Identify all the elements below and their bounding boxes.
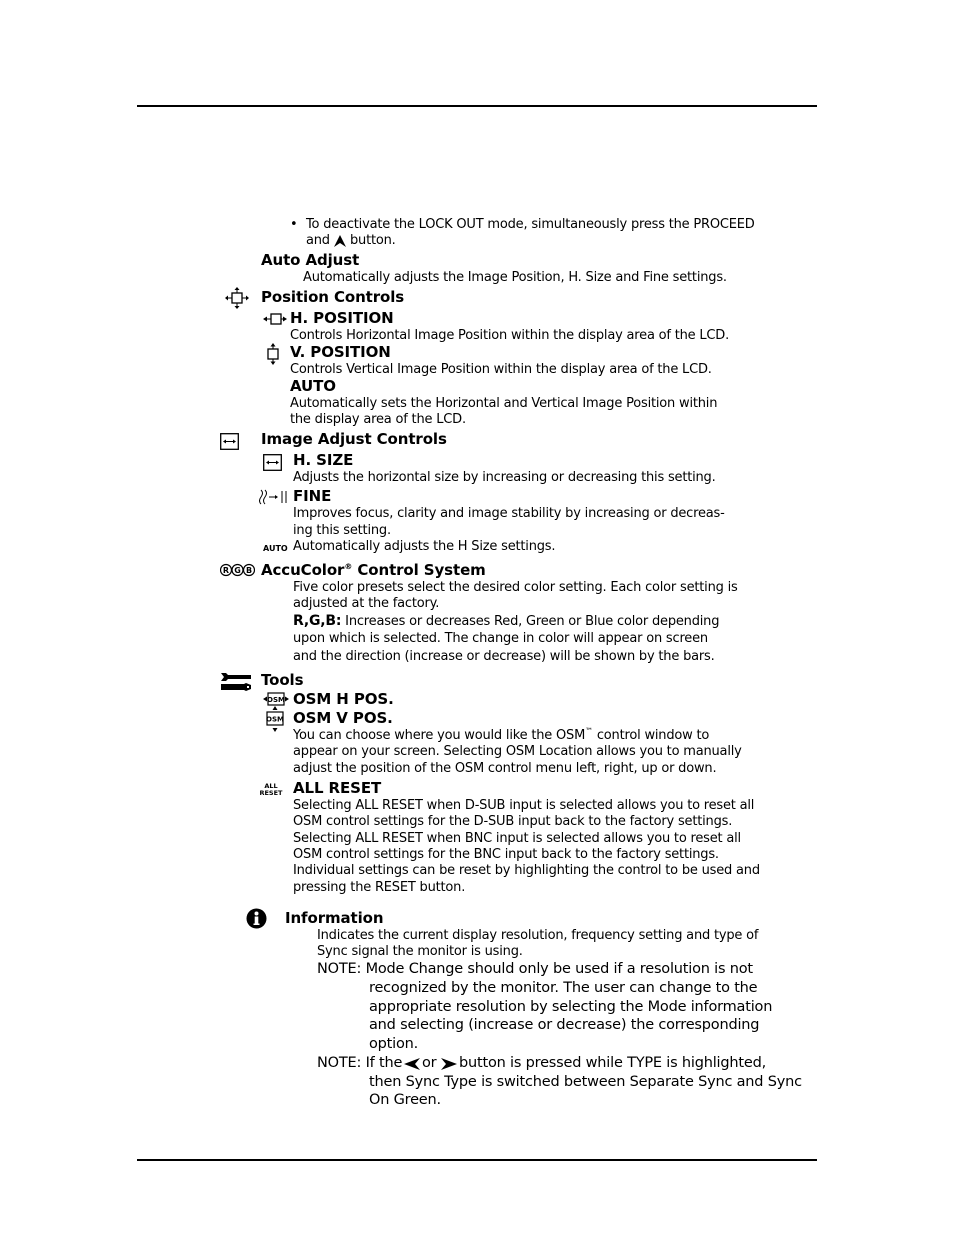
h-size-text: Adjusts the horizontal size by increasing or decreasing this setting. [293, 470, 716, 485]
h-size-icon [263, 454, 282, 471]
tools-icon [220, 671, 252, 693]
auto-text-1: Automatically sets the Horizontal and Vertical Image Position within [290, 396, 718, 411]
note2-part-c: button is pressed while TYPE is highlighted, [459, 1055, 766, 1071]
note2-part-a: NOTE: If the [317, 1055, 403, 1071]
accucolor-heading: AccuColor® Control System [261, 561, 486, 579]
h-position-icon [263, 311, 287, 327]
rgb-text-2: upon which is selected. The change in color will appear on screen [293, 631, 708, 646]
reset-text-2: OSM control settings for the D-SUB input back to the factory settings. [293, 814, 733, 829]
osm-text-3: adjust the position of the OSM control menu left, right, up or down. [293, 761, 717, 776]
h-position-label: H. POSITION [290, 309, 394, 327]
reset-text-5: Individual settings can be reset by highlighting the control to be used and [293, 863, 760, 878]
osm-text-2: appear on your screen. Selecting OSM Location allows you to manually [293, 744, 742, 759]
lockout-line-2b: button. [350, 233, 396, 248]
note1-line-5: option. [369, 1036, 419, 1052]
all-reset-icon: ALL RESET [259, 782, 283, 797]
svg-text:G: G [234, 566, 241, 575]
information-icon [246, 908, 267, 929]
accucolor-text-2: adjusted at the factory. [293, 596, 440, 611]
position-controls-icon [225, 287, 249, 309]
note1-line-4: and selecting (increase or decrease) the corresponding [369, 1017, 760, 1033]
up-arrow-icon [333, 234, 347, 248]
v-position-icon [265, 343, 281, 365]
svg-text:OSM: OSM [266, 715, 284, 724]
auto-label: AUTO [290, 377, 336, 395]
osm-text-1: You can choose where you would like the OSM™ control window to [293, 726, 710, 743]
auto-text-2: the display area of the LCD. [290, 412, 466, 427]
bullet: • [290, 217, 298, 232]
position-controls-heading: Position Controls [261, 288, 405, 306]
osm-h-pos-label: OSM H POS. [293, 690, 394, 708]
left-arrow-icon [404, 1058, 420, 1070]
top-rule [137, 105, 817, 107]
fine-text-1: Improves focus, clarity and image stability by increasing or decreas- [293, 506, 725, 521]
reset-text-4: OSM control settings for the BNC input back to the factory settings. [293, 847, 719, 862]
information-heading: Information [285, 909, 384, 927]
h-position-text: Controls Horizontal Image Position within the display area of the LCD. [290, 328, 730, 343]
svg-text:B: B [245, 566, 253, 575]
right-arrow-icon [441, 1058, 457, 1070]
svg-text:R: R [222, 566, 230, 575]
v-position-label: V. POSITION [290, 343, 391, 361]
accucolor-text-1: Five color presets select the desired color setting. Each color setting is [293, 580, 738, 595]
auto-adjust-text: Automatically adjusts the Image Position, H. Size and Fine settings. [303, 270, 727, 285]
image-adjust-icon [220, 433, 239, 450]
lockout-line-2a: and [306, 233, 330, 248]
note2-line-2: then Sync Type is switched between Separate Sync and Sync [369, 1074, 802, 1090]
note1-line-3: appropriate resolution by selecting the Mode information [369, 999, 773, 1015]
reset-text-3: Selecting ALL RESET when BNC input is selected allows you to reset all [293, 831, 741, 846]
svg-text:OSM: OSM [267, 696, 285, 704]
rgb-icon [220, 563, 255, 577]
tools-heading: Tools [261, 671, 304, 689]
h-size-label: H. SIZE [293, 451, 354, 469]
note1-line-1: NOTE: Mode Change should only be used if a resolution is not [317, 961, 753, 977]
reset-text-1: Selecting ALL RESET when D-SUB input is selected allows you to reset all [293, 798, 755, 813]
auto-small-icon: AUTO [263, 544, 288, 553]
note1-line-2: recognized by the monitor. The user can change to the [369, 980, 758, 996]
fine-icon [259, 489, 289, 505]
osm-h-pos-icon [263, 692, 289, 706]
rgb-text-1: R,G,B: Increases or decreases Red, Green or Blue color depending [293, 613, 720, 629]
osm-v-pos-icon [266, 706, 284, 732]
all-reset-label: ALL RESET [293, 779, 382, 797]
reset-text-6: pressing the RESET button. [293, 880, 466, 895]
image-adjust-heading: Image Adjust Controls [261, 430, 447, 448]
note2-part-b: or [422, 1055, 437, 1071]
information-text-1: Indicates the current display resolution, frequency setting and type of [317, 928, 759, 943]
information-text-2: Sync signal the monitor is using. [317, 944, 523, 959]
lockout-line-1: To deactivate the LOCK OUT mode, simultaneously press the PROCEED [306, 217, 755, 232]
note2-line-3: On Green. [369, 1092, 441, 1108]
fine-label: FINE [293, 487, 332, 505]
fine-text-2: ing this setting. [293, 523, 391, 538]
v-position-text: Controls Vertical Image Position within the display area of the LCD. [290, 362, 712, 377]
rgb-text-3: and the direction (increase or decrease) will be shown by the bars. [293, 649, 715, 664]
auto-size-text: Automatically adjusts the H Size settings. [293, 539, 556, 554]
auto-adjust-heading: Auto Adjust [261, 251, 360, 269]
osm-v-pos-label: OSM V POS. [293, 709, 393, 727]
bottom-rule [137, 1159, 817, 1161]
